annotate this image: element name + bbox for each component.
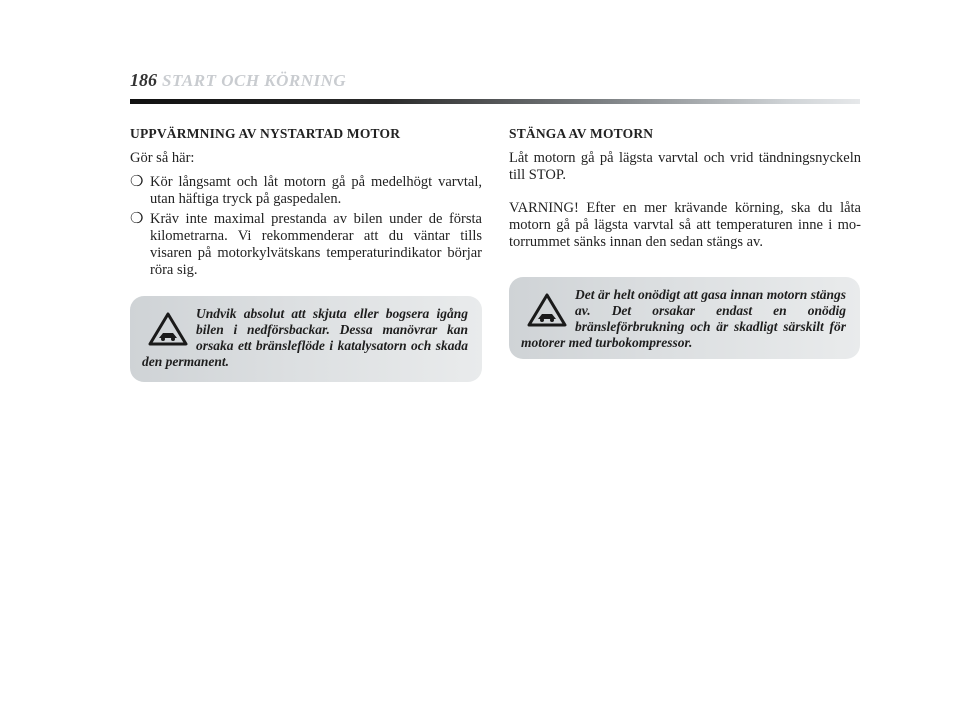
bullet-circle-icon: ❍ — [130, 174, 144, 190]
warmup-heading: UPPVÄRMNING AV NYSTARTAD MOTOR — [130, 126, 401, 141]
turbo-warning-box — [509, 277, 860, 359]
list-item — [130, 211, 482, 279]
catalyst-warning-box — [130, 296, 482, 382]
bullet-circle-icon: ❍ — [130, 211, 144, 227]
catalyst-warning-icon — [148, 312, 188, 346]
warning-text: Det är helt onödigt att gasa innan motorn stängs av. Det orsakar endast en onödig bränsleförbrukning och är skadligt särskilt för motorer med turbokompressor. — [521, 287, 846, 350]
page-number: 186 — [130, 70, 157, 90]
list-item — [130, 174, 482, 208]
shutdown-caution-paragraph: VARNING! Efter en mer krävande körning, ska du låta motorn gå på lägsta varvtal så att temperaturen inne i motorrummet sänks innan den sedan stängs av. — [509, 200, 861, 250]
page-header — [130, 70, 870, 94]
catalyst-warning-icon — [527, 293, 567, 327]
shutdown-paragraph: Låt motorn gå på lägsta varvtal och vrid tändningsnyckeln till STOP. — [509, 150, 861, 183]
bullet-text: Kör långsamt och låt motorn gå på medelhögt varvtal, utan häftiga tryck på gaspedalen. — [150, 174, 482, 207]
right-column — [509, 125, 861, 258]
bullet-text: Kräv inte maximal prestanda av bilen under de första kilometrarna. Vi rekommenderar att du väntar tills visaren på motorkylvätskans temperaturindikator börjar röra sig. — [150, 211, 482, 278]
warmup-intro: Gör så här: — [130, 150, 195, 166]
warning-text: Undvik absolut att skjuta eller bogsera igång bilen i nedförsbackar. Dessa manövrar kan orsaka ett bränsleflöde i katalysatorn och skada den permanent. — [142, 306, 468, 369]
header-rule — [130, 99, 860, 104]
section-title: START OCH KÖRNING — [162, 71, 347, 90]
left-column — [130, 125, 482, 282]
shutdown-heading: STÄNGA AV MOTORN — [509, 126, 654, 141]
